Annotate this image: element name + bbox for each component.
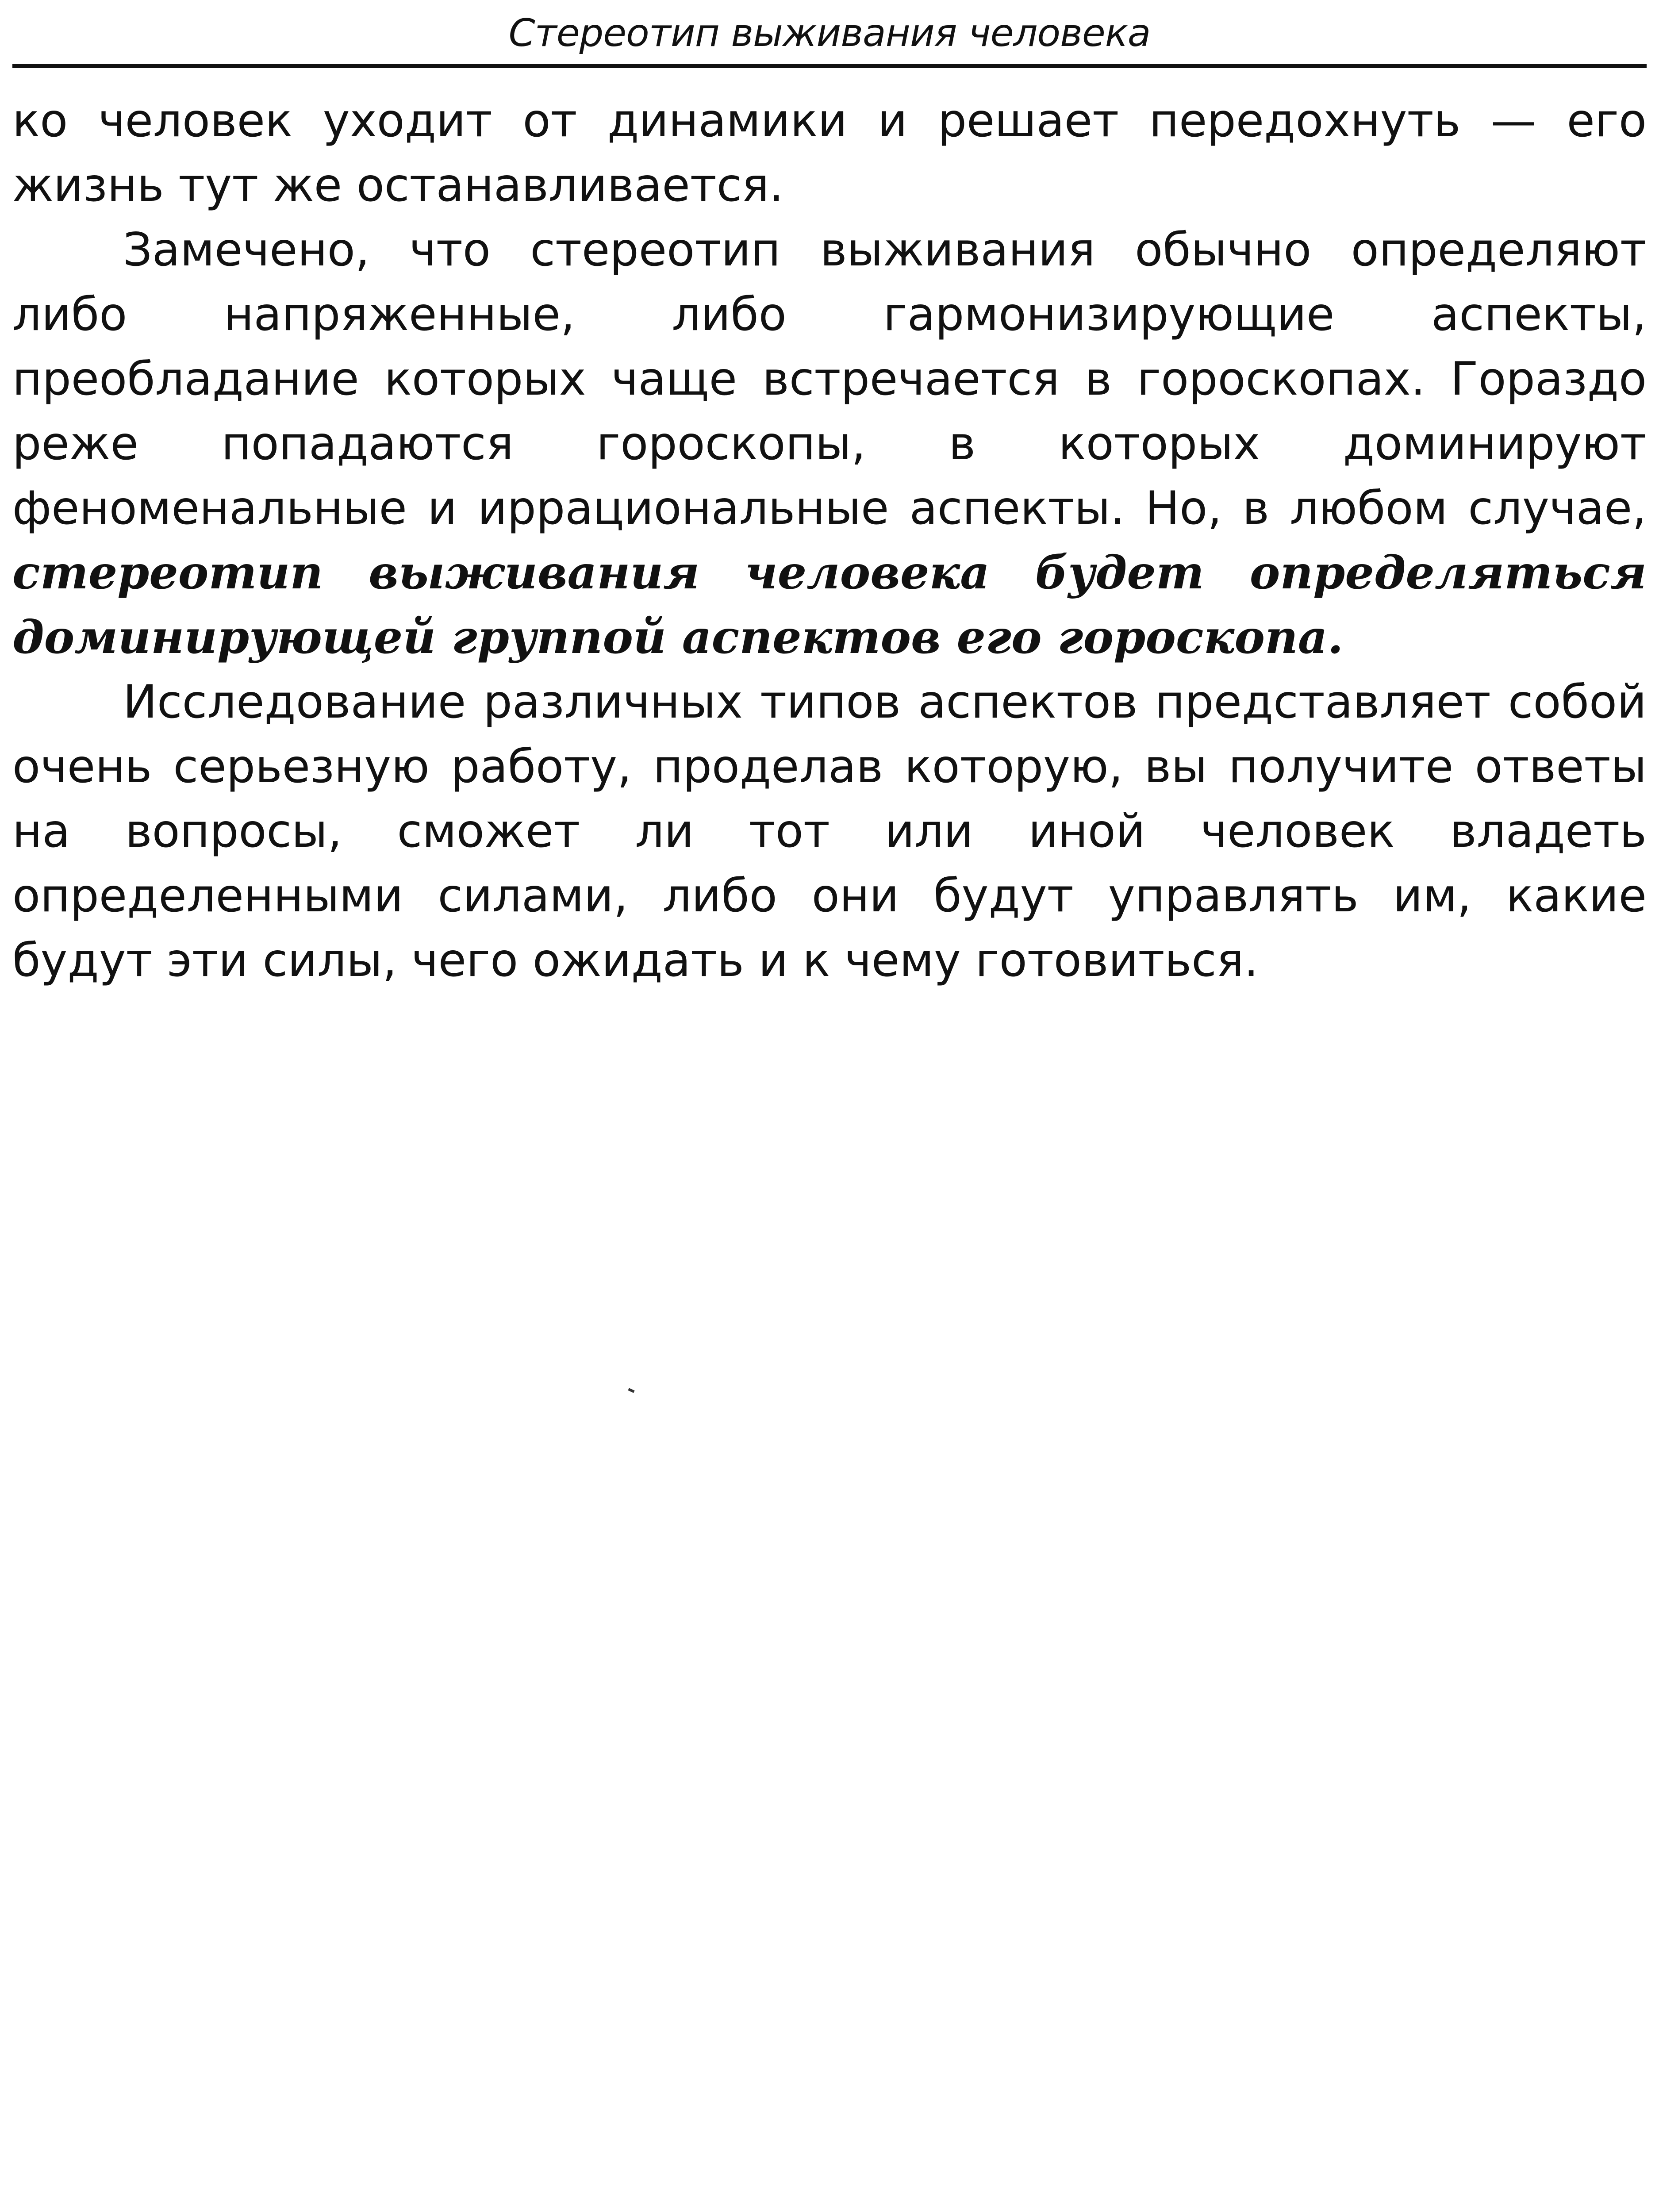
text-body [12,88,1647,993]
running-header [12,4,1647,68]
paragraph-2 [12,218,1647,670]
stray-mark [628,1388,634,1393]
paragraph-3: Исследование различных типов аспектов представляет собой очень серьезную работу, проделав которую, вы получите ответы на вопросы, сможет ли тот или иной человек владеть определенными силами, либо они будут управлять им, какие будут эти силы, чего ожидать и к чему готовиться. [12,676,1647,987]
paragraph-1: ко человек уходит от динамики и решает передохнуть — его жизнь тут же останавливается. [12,94,1647,212]
running-header-title: Стереотип выживания человека [508,11,1151,55]
paragraph-2-emphasis: стереотип выживания человека будет определяться доминирующей группой аспектов его гороскопа. [12,546,1647,664]
paragraph-2-text: Замечено, что стереотип выживания обычно определяют либо напряженные, либо гармонизирующие аспекты, преобладание которых чаще встречается в гороскопах. Гораздо реже попадаются гороскопы, в которых доминируют феноменальные и иррациональные аспекты. Но, в любом случае, [12,223,1647,535]
